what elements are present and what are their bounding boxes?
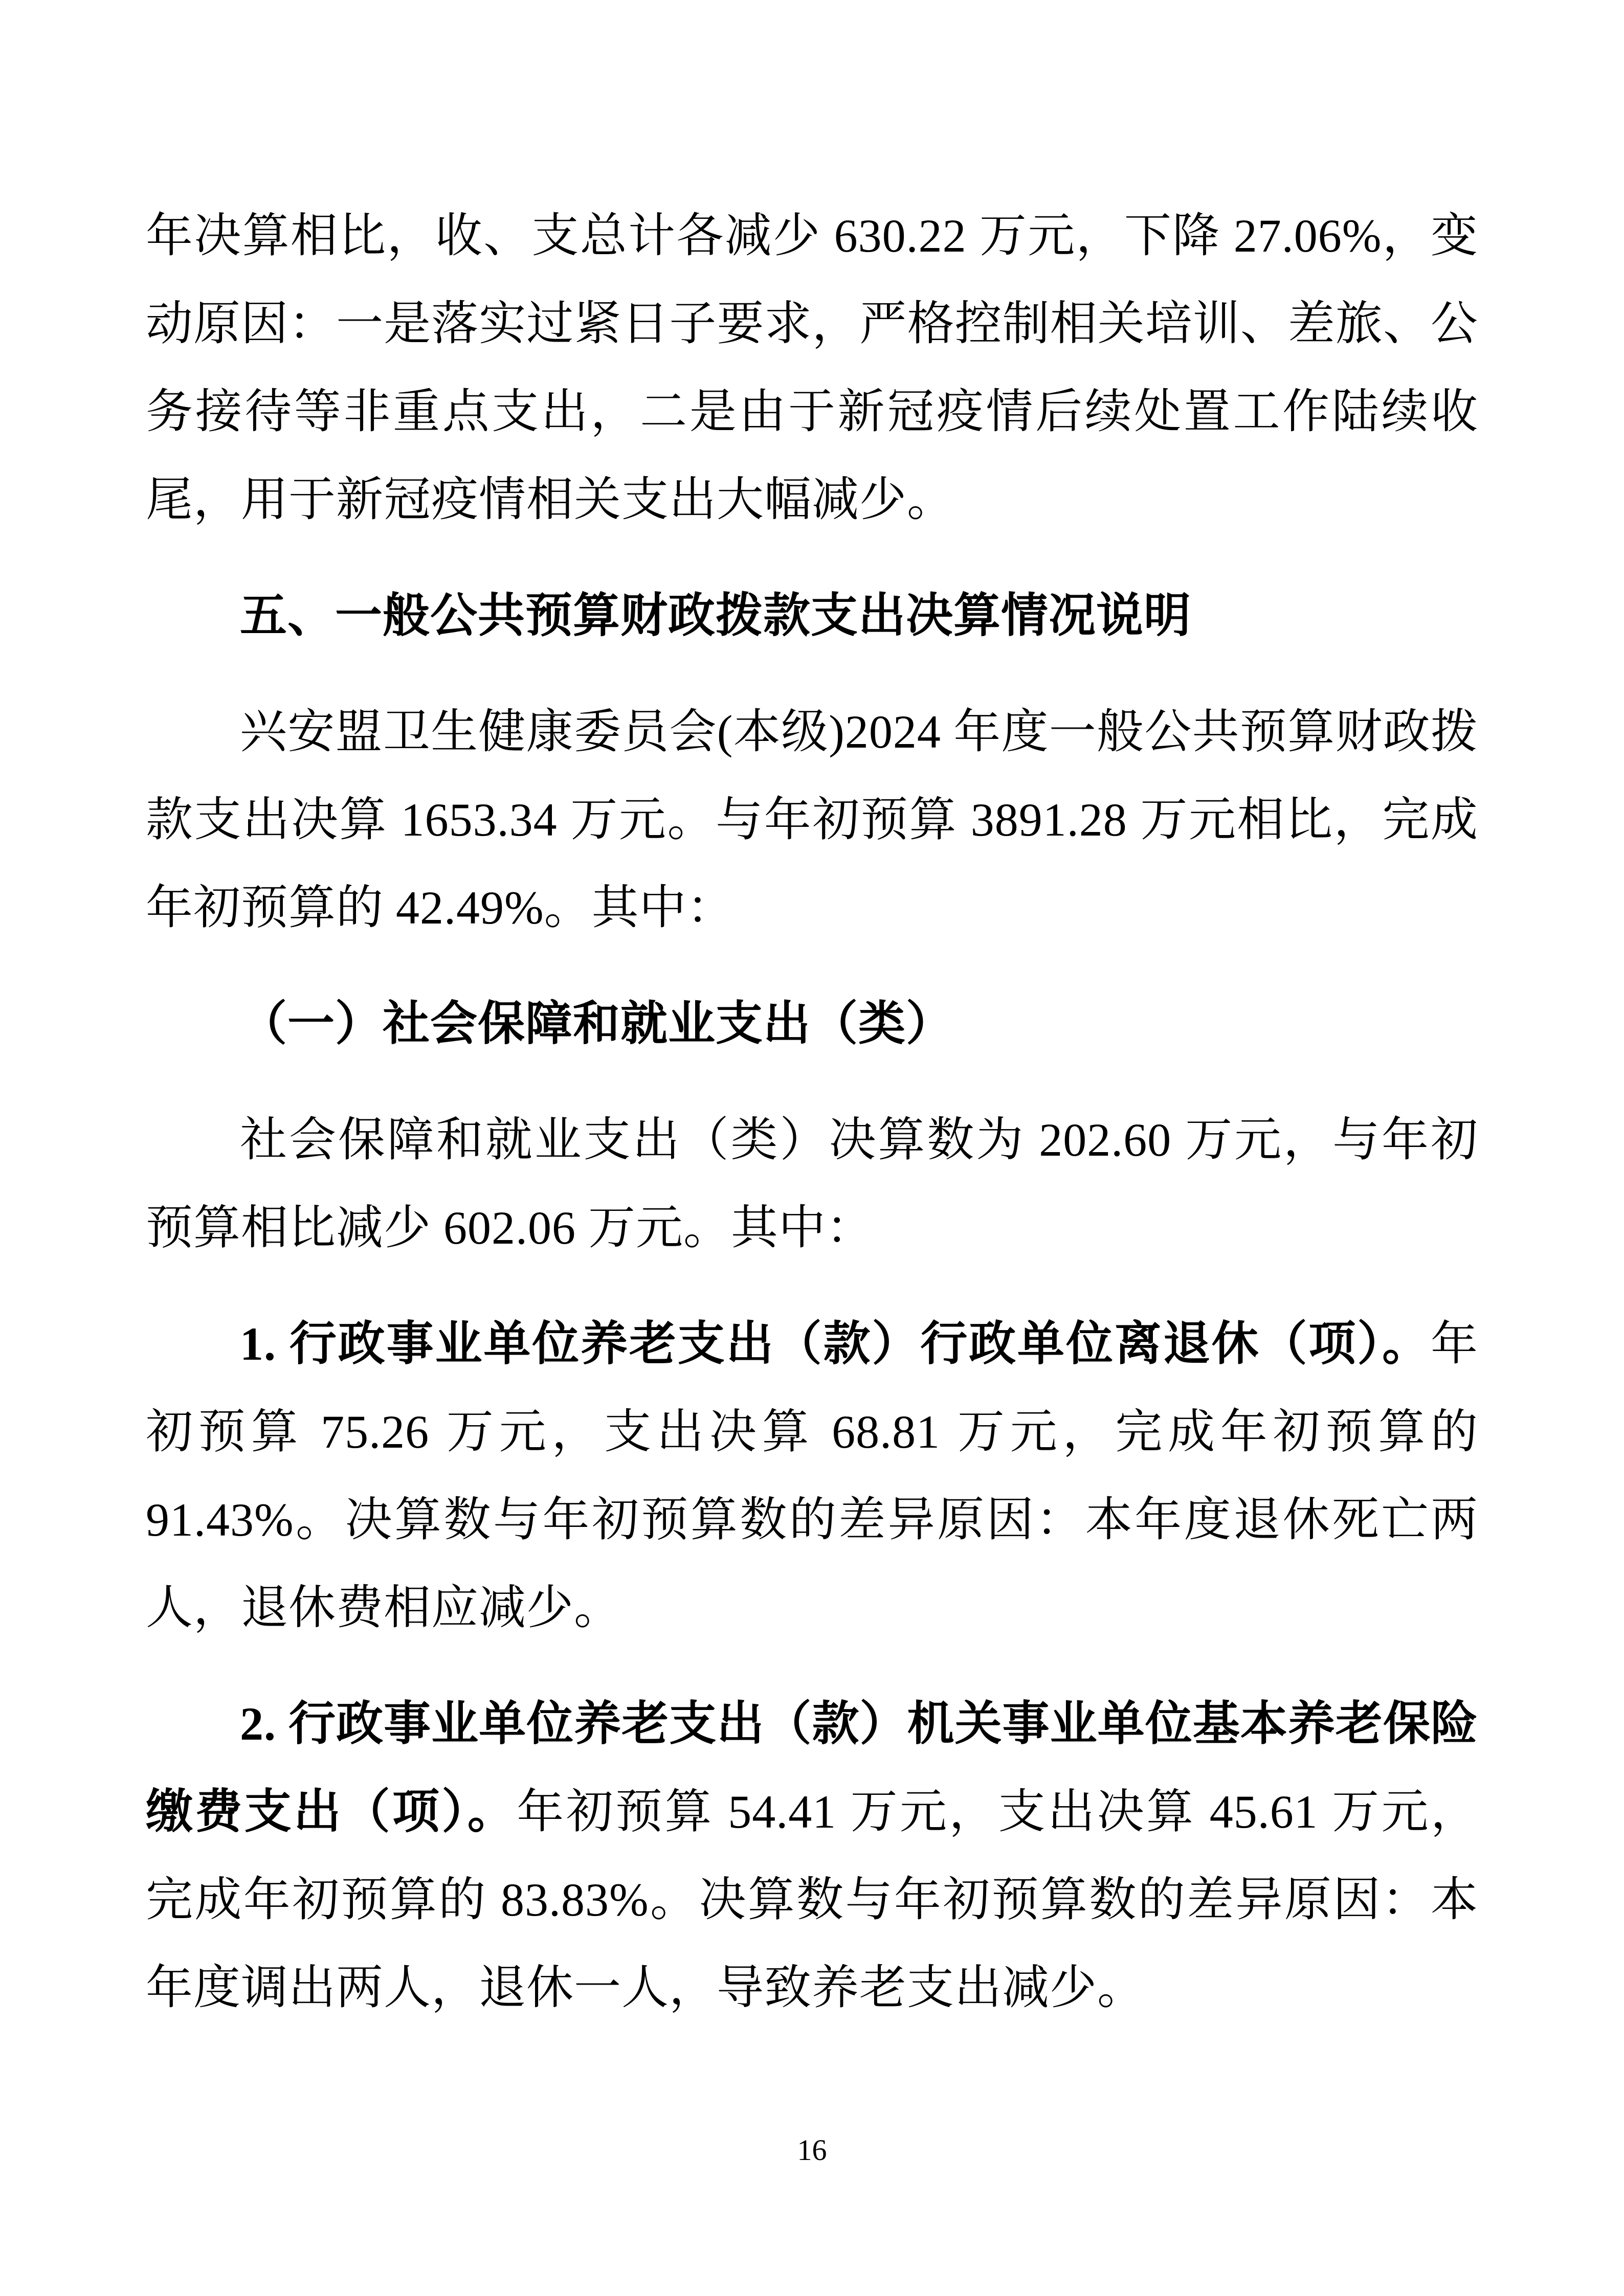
subsection-1-intro-paragraph: 社会保障和就业支出（类）决算数为 202.60 万元，与年初预算相比减少 602.06 万元。其中： (146, 1114, 1478, 1254)
item-1-title: 1. 行政事业单位养老支出（款）行政单位离退休（项）。 (240, 1318, 1431, 1370)
subsection-1-heading: （一）社会保障和就业支出（类） (240, 998, 954, 1050)
paragraph-continuation: 年决算相比，收、支总计各减少 630.22 万元，下降 27.06%，变动原因：一是落实过紧日子要求，严格控制相关培训、差旅、公务接待等非重点支出，二是由于新冠疫情后续处置工作陆续收尾，用于新冠疫情相关支出大幅减少。 (146, 210, 1478, 526)
item-1-paragraph (146, 1300, 1478, 1652)
page-number: 16 (797, 2133, 827, 2167)
document-body (146, 192, 1478, 2060)
section-5-intro-paragraph: 兴安盟卫生健康委员会(本级)2024 年度一般公共预算财政拨款支出决算 1653.34 万元。与年初预算 3891.28 万元相比，完成年初预算的 42.49%。其中： (146, 706, 1478, 934)
item-2-title: 2. 行政事业单位养老支出（款）机关事业单位基本养老保险缴费支出（项）。 (146, 1698, 1478, 1838)
item-1-detail: 年初预算 75.26 万元，支出决算 68.81 万元，完成年初预算的 91.43%。决算数与年初预算数的差异原因：本年度退休死亡两人，退休费相应减少。 (146, 1318, 1478, 1634)
item-2-detail: 年初预算 54.41 万元，支出决算 45.61 万元，完成年初预算的 83.83%。决算数与年初预算数的差异原因：本年度调出两人，退休一人，导致养老支出减少。 (146, 1786, 1478, 2014)
section-5-heading: 五、一般公共预算财政拨款支出决算情况说明 (240, 590, 1192, 642)
item-2-paragraph (146, 1680, 1478, 2032)
